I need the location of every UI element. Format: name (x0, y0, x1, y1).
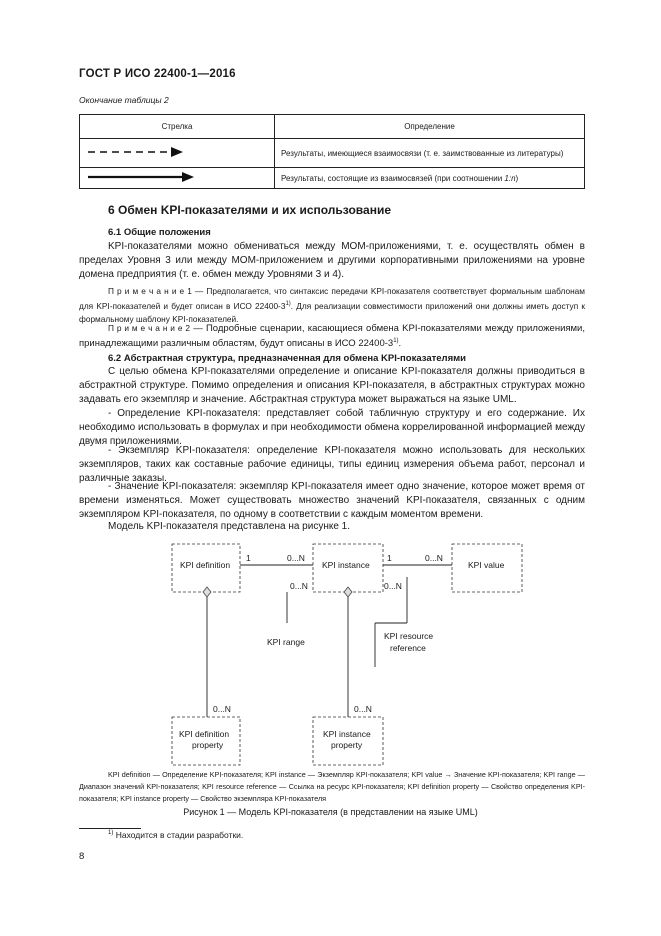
section-heading-6: 6 Обмен KPI-показателями и их использование (108, 203, 391, 217)
kpi-resource-reference-label: reference (390, 643, 426, 653)
note-1: П р и м е ч а н и е 1 — Предполагается, что синтаксис передачи KPI-показателя соответствует формальным шаблонам для KPI-показателей и будет описан в ИСО 22400-3$^{1)}$. Для реализации совместимости приложений они должны иметь доступ к формальному шаблону KPI-показателей. (79, 286, 585, 324)
definition-cell: Результаты, состоящие из взаимосвязей (при соотношении 1:n) (275, 168, 585, 189)
solid-arrow-icon (86, 171, 256, 183)
kpi-definition-property-label: property (192, 740, 224, 750)
multiplicity-label: 0...N (354, 704, 372, 714)
paragraph-6-1: KPI-показателями можно обмениваться между MOM-приложениями, т. е. осуществлять обмен в пределах Уровня 3 или между MOM-приложением и другими корпоративными приложениями на уровне домена предприятия (т. е. обмен между Уровнями 3 и 4). (79, 241, 585, 280)
uml-diagram (0, 535, 661, 770)
kpi-instance-label: KPI instance (322, 560, 370, 570)
note-2: П р и м е ч а н и е 2 — Подробные сценарии, касающиеся обмена KPI-показателями между приложениями, принадлежащими различным областям, будут описаны в ИСО 22400-3$^{1)}$. (79, 323, 585, 350)
multiplicity-label: 1 (387, 553, 392, 563)
footnote-divider (79, 828, 141, 829)
section-heading-6-1: 6.1 Общие положения (108, 227, 211, 238)
kpi-definition-property-label: KPI definition (179, 729, 230, 739)
page-number: 8 (79, 851, 85, 862)
aggregation-diamond-icon (344, 587, 352, 597)
multiplicity-label: 0...N (213, 704, 231, 714)
arrow-cell (80, 139, 275, 168)
kpi-resource-reference-label: KPI resource (384, 631, 434, 641)
table-header-row (80, 115, 585, 139)
paragraph-6-2-1: С целью обмена KPI-показателями определение и описание KPI-показателя должны приводиться в абстрактной структуре. Помимо определения и описания KPI-показателя, в абстрактных структурах можно задавать его экземпляр и значение. Абстрактная структура может выражаться на языке UML. (79, 366, 585, 405)
kpi-instance-property-label: KPI instance (323, 729, 371, 739)
kpi-definition-label: KPI definition (180, 560, 231, 570)
column-header-definition: Определение (275, 115, 585, 139)
table-row (80, 139, 585, 168)
table-row (80, 168, 585, 189)
table-caption: Окончание таблицы 2 (79, 95, 169, 105)
paragraph-6-2-2: - Определение KPI-показателя: представляет собой табличную структуру и его содержание. Их необходимо использовать в формулах и при необходимости обмена коррелированной информацией между двумя приложениями. (79, 408, 585, 447)
document-header: ГОСТ Р ИСО 22400-1—2016 (79, 68, 236, 80)
multiplicity-label: 0...N (287, 553, 305, 563)
aggregation-diamond-icon (203, 587, 211, 597)
paragraph-6-2-5: Модель KPI-показателя представлена на рисунке 1. (108, 521, 351, 532)
multiplicity-label: 1 (246, 553, 251, 563)
arrow-table (79, 114, 585, 189)
figure-legend: KPI definition — Определение KPI-показателя; KPI instance — Экземпляр KPI-показателя; KPI value → Значение KPI-показателя; KPI range — Диапазон значений KPI-показателя; KPI resource reference — Ссылка на ресурс KPI-показателя; KPI definition property — Свойство определения KPI-показателя; KPI instance property — Свойство экземпляра KPI-показателя (79, 770, 585, 803)
multiplicity-label: 0...N (425, 553, 443, 563)
arrow-cell (80, 168, 275, 189)
footnote: $^{1)}$ Находится в стадии разработки. (108, 830, 244, 840)
multiplicity-label: 0...N (290, 581, 308, 591)
kpi-value-label: KPI value (468, 560, 505, 570)
paragraph-6-2-4: - Значение KPI-показателя: экземпляр KPI-показателя имеет одно значение, которое может время от времени изменяться. Может существовать множество значений KPI-показателя, связанных с одним экземпляром KPI-показателя, по одному в соответствии с каждым моментом времени. (79, 481, 585, 520)
column-header-arrow: Стрелка (80, 115, 275, 139)
dashed-arrow-icon (86, 145, 256, 159)
paragraph-6-2-3: - Экземпляр KPI-показателя: определение KPI-показателя можно использовать для нескольких экземпляров, таких как составные рабочие единицы, типы единиц измерения объема работ, персонал и различные заказы. (79, 445, 585, 484)
kpi-range-label: KPI range (267, 637, 305, 647)
kpi-instance-property-label: property (331, 740, 363, 750)
multiplicity-label: 0...N (384, 581, 402, 591)
definition-cell: Результаты, имеющиеся взаимосвязи (т. е. заимствованные из литературы) (275, 139, 585, 168)
section-heading-6-2: 6.2 Абстрактная структура, предназначенная для обмена KPI-показателями (108, 353, 466, 364)
figure-caption: Рисунок 1 — Модель KPI-показателя (в представлении на языке UML) (183, 807, 478, 817)
